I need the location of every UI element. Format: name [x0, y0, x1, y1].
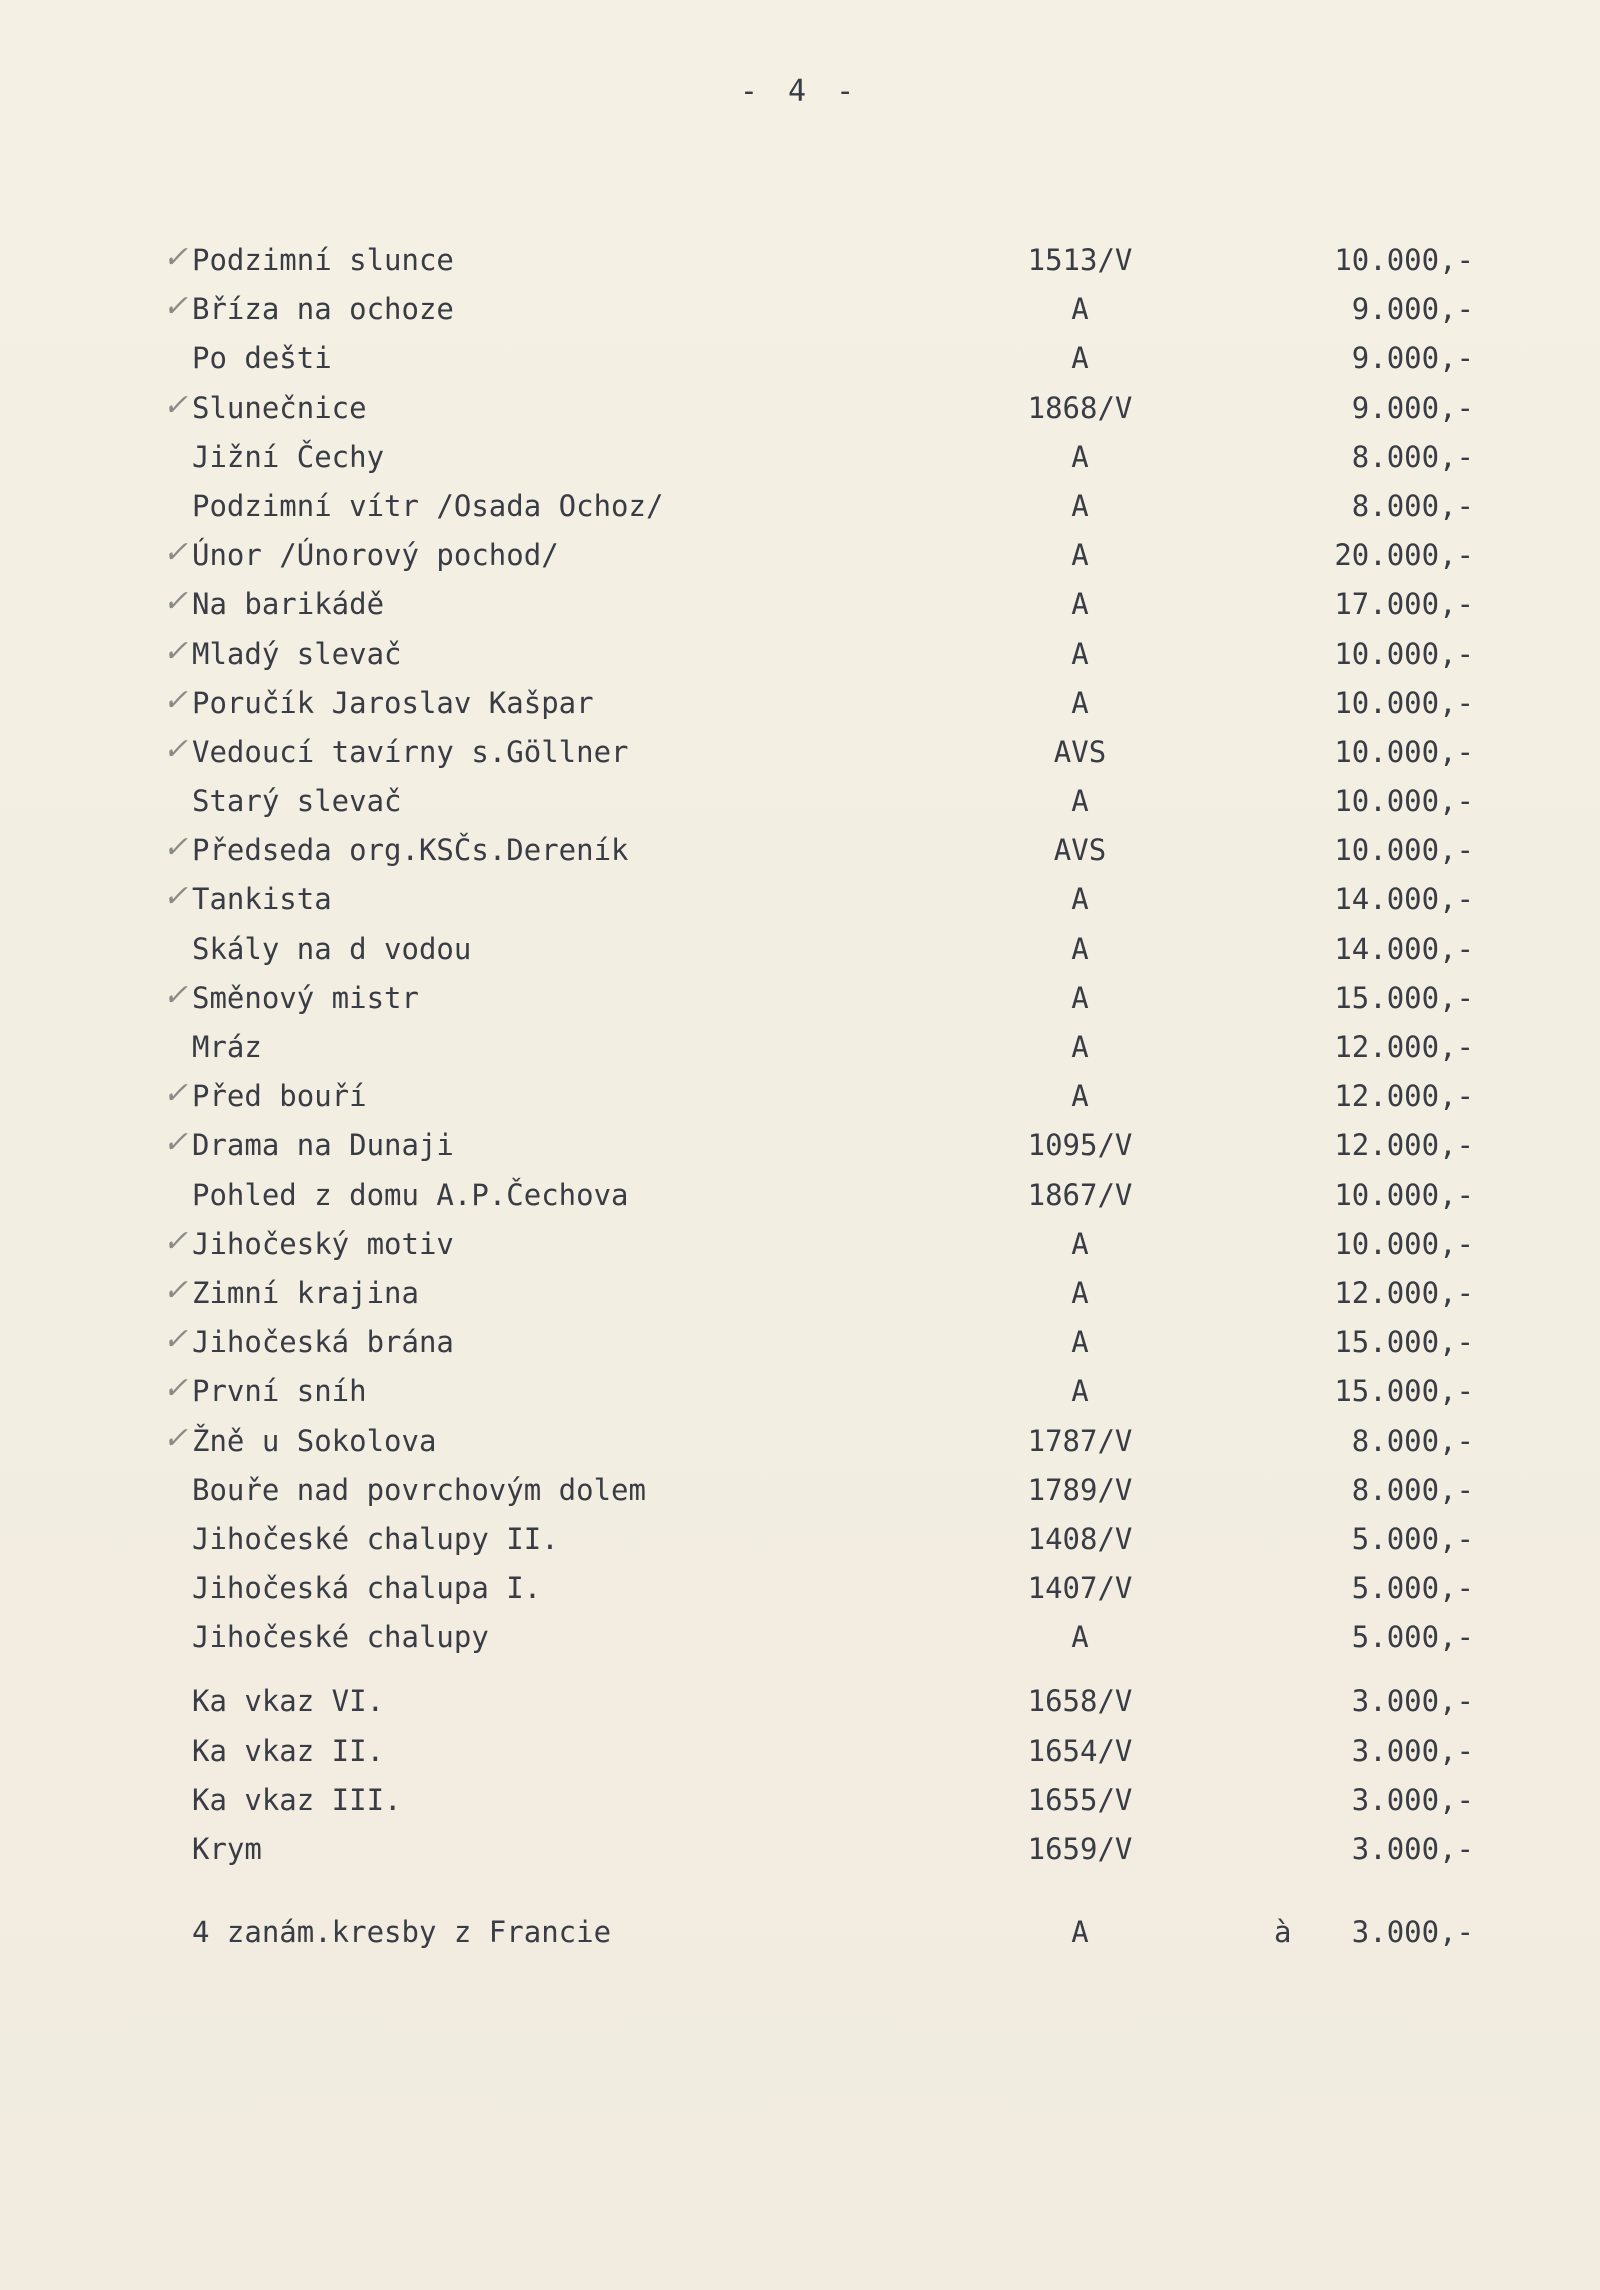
artwork-title: Jihočeský motiv: [192, 1226, 454, 1261]
check-mark-icon: ✓: [162, 1272, 188, 1308]
price: 8.000,-: [1351, 488, 1474, 523]
price: 9.000,-: [1351, 341, 1474, 376]
list-item: [0, 683, 1600, 732]
inventory-number: 1868/V: [1027, 390, 1133, 425]
list-item: [0, 1829, 1600, 1878]
check-mark-icon: ✓: [162, 879, 188, 915]
inventory-number: A: [1071, 1030, 1089, 1064]
artwork-title: Jihočeské chalupy: [192, 1620, 489, 1655]
inventory-number: A: [1071, 636, 1089, 671]
inventory-number: A: [1071, 1620, 1089, 1655]
artwork-title: Ka vkaz II.: [192, 1733, 385, 1768]
check-mark-icon: ✓: [162, 830, 188, 866]
price: 10.000,-: [1334, 636, 1474, 671]
inventory-number: 1867/V: [1027, 1177, 1133, 1212]
check-mark-icon: ✓: [162, 1322, 188, 1358]
inventory-number: 1659/V: [1027, 1832, 1133, 1866]
price: 15.000,-: [1334, 1325, 1474, 1360]
list-item: [0, 1125, 1600, 1174]
inventory-number: A: [1071, 685, 1089, 720]
check-mark-icon: ✓: [162, 1125, 188, 1161]
inventory-number: A: [1071, 538, 1089, 573]
artwork-title: Vedoucí tavírny s.Göllner: [192, 734, 629, 769]
price: 3.000,-: [1351, 1915, 1474, 1950]
artwork-title: 4 zanám.kresby z Francie: [192, 1915, 612, 1950]
price: 9.000,-: [1351, 390, 1474, 425]
price: 10.000,-: [1334, 833, 1474, 868]
price: 3.000,-: [1351, 1733, 1474, 1768]
inventory-number: A: [1071, 292, 1089, 327]
price: 12.000,-: [1334, 1128, 1474, 1163]
check-mark-icon: ✓: [162, 535, 188, 571]
artwork-title: Žně u Sokolova: [192, 1423, 437, 1458]
list-item: [0, 879, 1600, 928]
inventory-number: 1789/V: [1027, 1472, 1133, 1507]
list-item: [0, 289, 1600, 338]
list-item: [0, 1076, 1600, 1125]
list-item: [0, 388, 1600, 437]
artwork-title: Podzimní slunce: [192, 243, 454, 277]
artwork-title: Po dešti: [192, 341, 332, 376]
check-mark-icon: ✓: [162, 633, 188, 669]
artwork-title: První sníh: [192, 1374, 367, 1409]
list-item: [0, 634, 1600, 683]
price: 3.000,-: [1351, 1684, 1474, 1719]
check-mark-icon: ✓: [162, 584, 188, 620]
page-number: - 4 -: [739, 74, 861, 109]
list-item: [0, 1912, 1600, 1961]
list-item: [0, 1568, 1600, 1617]
list-item: [0, 338, 1600, 387]
artwork-title: Před bouří: [192, 1079, 367, 1114]
inventory-number: A: [1071, 980, 1089, 1015]
inventory-number: A: [1071, 1915, 1089, 1950]
inventory-number: A: [1071, 1275, 1089, 1310]
artwork-title: Ka vkaz III.: [192, 1782, 402, 1817]
list-item: [0, 1780, 1600, 1829]
artwork-title: Mráz: [192, 1030, 262, 1064]
list-item: [0, 1027, 1600, 1076]
inventory-number: 1407/V: [1027, 1571, 1133, 1606]
list-item: [0, 486, 1600, 535]
price: 3.000,-: [1351, 1832, 1474, 1866]
inventory-number: A: [1071, 341, 1089, 376]
inventory-number: 1787/V: [1027, 1423, 1133, 1458]
price: 10.000,-: [1334, 784, 1474, 819]
inventory-number: A: [1071, 1226, 1089, 1261]
check-mark-icon: ✓: [162, 240, 188, 275]
artwork-title: Jihočeská brána: [192, 1325, 454, 1360]
list-item: [0, 1731, 1600, 1780]
check-mark-icon: ✓: [162, 1223, 188, 1259]
artwork-title: Jižní Čechy: [192, 439, 385, 474]
list-item: [0, 437, 1600, 486]
inventory-number: 1513/V: [1027, 243, 1133, 277]
inventory-number: AVS: [1053, 833, 1107, 868]
list-item: [0, 1421, 1600, 1470]
inventory-number: A: [1071, 1374, 1089, 1409]
check-mark-icon: ✓: [162, 977, 188, 1013]
price: 8.000,-: [1351, 1472, 1474, 1507]
list-item: [0, 781, 1600, 830]
artwork-title: Pohled z domu A.P.Čechova: [192, 1177, 629, 1212]
artwork-title: Na barikádě: [192, 587, 385, 622]
check-mark-icon: ✓: [162, 1420, 188, 1456]
artwork-title: Ka vkaz VI.: [192, 1684, 385, 1719]
artwork-title: Starý slevač: [192, 784, 402, 819]
inventory-number: 1408/V: [1027, 1521, 1133, 1556]
inventory-number: A: [1071, 1079, 1089, 1114]
price: 12.000,-: [1334, 1275, 1474, 1310]
price: 10.000,-: [1334, 243, 1474, 277]
artwork-title: Krym: [192, 1832, 262, 1866]
artwork-title: Mladý slevač: [192, 636, 402, 671]
inventory-number: A: [1071, 931, 1089, 966]
inventory-number: A: [1071, 488, 1089, 523]
price: 12.000,-: [1334, 1079, 1474, 1114]
check-mark-icon: ✓: [162, 1371, 188, 1407]
list-item: [0, 1681, 1600, 1730]
inventory-number: A: [1071, 882, 1089, 917]
artwork-title: Jihočeská chalupa I.: [192, 1571, 542, 1606]
price: 14.000,-: [1334, 882, 1474, 917]
list-item: [0, 1617, 1600, 1666]
inventory-number: 1658/V: [1027, 1684, 1133, 1719]
price: 20.000,-: [1334, 538, 1474, 573]
price: 14.000,-: [1334, 931, 1474, 966]
artwork-title: Směnový mistr: [192, 980, 419, 1015]
price: 15.000,-: [1334, 1374, 1474, 1409]
list-item: [0, 1322, 1600, 1371]
inventory-number: 1655/V: [1027, 1782, 1133, 1817]
price: 5.000,-: [1351, 1620, 1474, 1655]
artwork-list: [0, 240, 1600, 1961]
list-item: [0, 1224, 1600, 1273]
inventory-number: A: [1071, 587, 1089, 622]
list-item: [0, 1519, 1600, 1568]
inventory-number: AVS: [1053, 734, 1107, 769]
inventory-number: A: [1071, 1325, 1089, 1360]
artwork-title: Zimní krajina: [192, 1275, 419, 1310]
list-item: [0, 240, 1600, 289]
price: 5.000,-: [1351, 1571, 1474, 1606]
price: 8.000,-: [1351, 439, 1474, 474]
check-mark-icon: ✓: [162, 682, 188, 718]
price-prefix: à: [1274, 1915, 1292, 1950]
artwork-title: Tankista: [192, 882, 332, 917]
price: 10.000,-: [1334, 734, 1474, 769]
artwork-title: Poručík Jaroslav Kašpar: [192, 685, 594, 720]
inventory-number: A: [1071, 784, 1089, 819]
artwork-title: Skály na d vodou: [192, 931, 472, 966]
list-item: [0, 584, 1600, 633]
list-item: [0, 535, 1600, 584]
list-item: [0, 1273, 1600, 1322]
price: 9.000,-: [1351, 292, 1474, 327]
artwork-title: Předseda org.KSČs.Dereník: [192, 833, 629, 868]
check-mark-icon: ✓: [162, 387, 188, 423]
inventory-number: A: [1071, 439, 1089, 474]
list-item: [0, 732, 1600, 781]
artwork-title: Bříza na ochoze: [192, 292, 454, 327]
price: 8.000,-: [1351, 1423, 1474, 1458]
check-mark-icon: ✓: [162, 289, 188, 325]
price: 5.000,-: [1351, 1521, 1474, 1556]
check-mark-icon: ✓: [162, 1076, 188, 1112]
list-item: [0, 929, 1600, 978]
artwork-title: Slunečnice: [192, 390, 367, 425]
artwork-title: Podzimní vítr /Osada Ochoz/: [192, 488, 664, 523]
check-mark-icon: ✓: [162, 731, 188, 767]
list-item: [0, 1470, 1600, 1519]
artwork-title: Drama na Dunaji: [192, 1128, 454, 1163]
price: 10.000,-: [1334, 685, 1474, 720]
price: 15.000,-: [1334, 980, 1474, 1015]
list-item: [0, 830, 1600, 879]
price: 10.000,-: [1334, 1177, 1474, 1212]
artwork-title: Únor /Únorový pochod/: [192, 538, 559, 573]
list-item: [0, 1371, 1600, 1420]
price: 12.000,-: [1334, 1030, 1474, 1064]
artwork-title: Jihočeské chalupy II.: [192, 1521, 559, 1556]
inventory-number: 1654/V: [1027, 1733, 1133, 1768]
price: 3.000,-: [1351, 1782, 1474, 1817]
price: 10.000,-: [1334, 1226, 1474, 1261]
inventory-number: 1095/V: [1027, 1128, 1133, 1163]
list-item: [0, 978, 1600, 1027]
price: 17.000,-: [1334, 587, 1474, 622]
list-item: [0, 1175, 1600, 1224]
artwork-title: Bouře nad povrchovým dolem: [192, 1472, 646, 1507]
